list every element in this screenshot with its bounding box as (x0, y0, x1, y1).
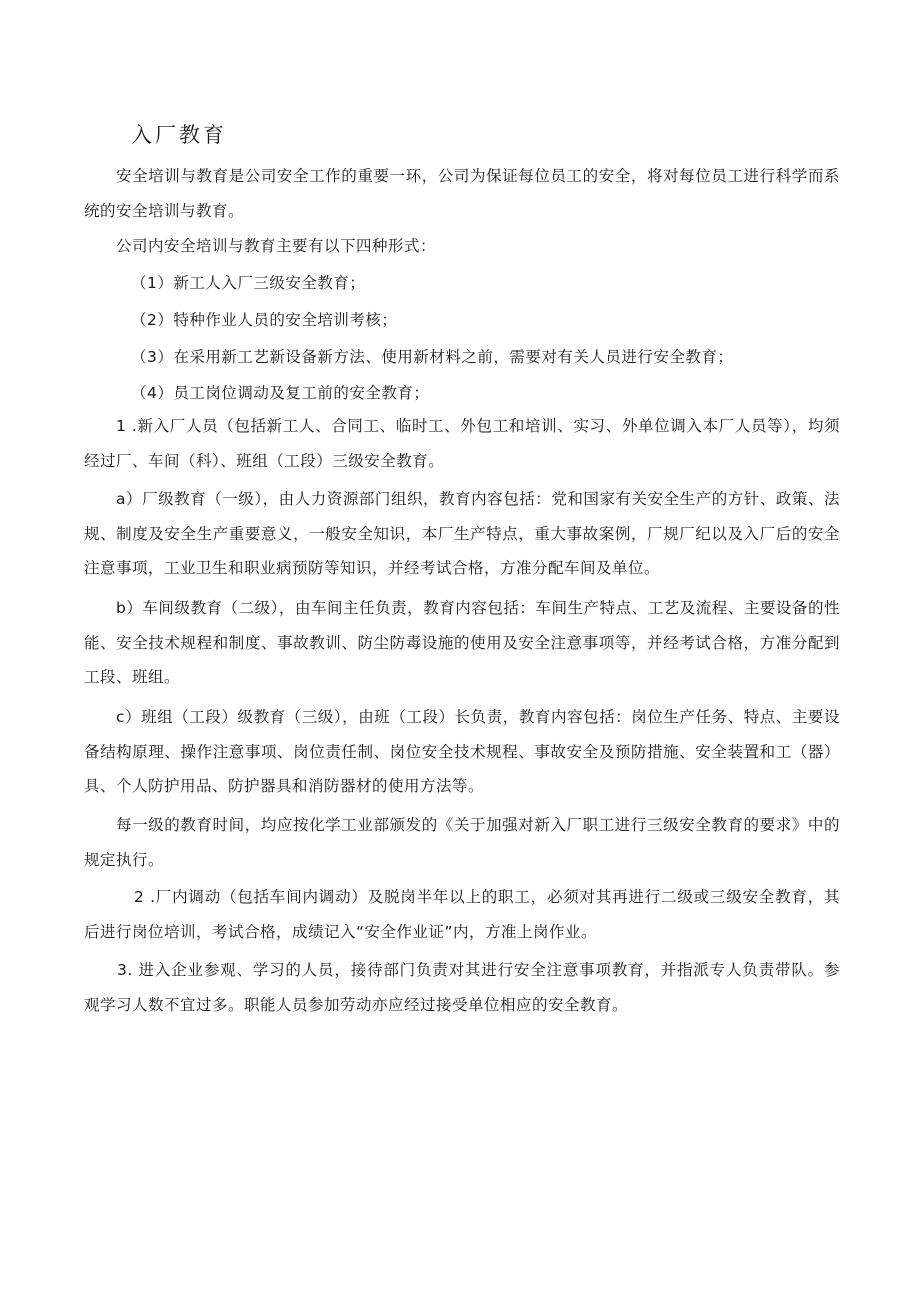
form-item-2: （2）特种作业人员的安全培训考核； (131, 311, 398, 329)
form-item-3: （3）在采用新工艺新设备新方法、使用新材料之前，需要对有关人员进行安全教育； (131, 348, 734, 366)
forms-intro-paragraph: 公司内安全培训与教育主要有以下四种形式： (116, 237, 437, 255)
section-3-paragraph: 3. 进入企业参观、学习的人员，接待部门负责对其进行安全注意事项教育，并指派专人负责带队。参观学习人数不宜过多。职能人员参加劳动亦应经过接受单位相应的安全教育。 (84, 961, 840, 1014)
time-rule-paragraph: 每一级的教育时间，均应按化学工业部颁发的《关于加强对新入厂职工进行三级安全教育的要求》中的规定执行。 (84, 816, 840, 869)
form-item-4: （4）员工岗位调动及复工前的安全教育； (131, 384, 430, 402)
level-b-paragraph: b）车间级教育（二级），由车间主任负责，教育内容包括：车间生产特点、工艺及流程、主要设备的性能、安全技术规程和制度、事故教训、防尘防毒设施的使用及安全注意事项等，并经考试合格，方准分配到工段、班组。 (84, 599, 840, 687)
level-a-paragraph: a）厂级教育（一级），由人力资源部门组织，教育内容包括：党和国家有关安全生产的方针、政策、法规、制度及安全生产重要意义，一般安全知识，本厂生产特点，重大事故案例，厂规厂纪以及入厂后的安全注意事项，工业卫生和职业病预防等知识，并经考试合格，方准分配车间及单位。 (84, 490, 840, 578)
document-title: 入厂教育 (131, 123, 227, 147)
intro-paragraph: 安全培训与教育是公司安全工作的重要一环，公司为保证每位员工的安全，将对每位员工进行科学而系统的安全培训与教育。 (84, 167, 840, 220)
form-item-1: （1）新工人入厂三级安全教育； (131, 274, 366, 292)
level-c-paragraph: c）班组（工段）级教育（三级），由班（工段）长负责，教育内容包括：岗位生产任务、特点、主要设备结构原理、操作注意事项、岗位责任制、岗位安全技术规程、事故安全及预防措施、安全装置和工（器）具、个人防护用品、防护器具和消防器材的使用方法等。 (84, 708, 840, 796)
section-2-paragraph: 2 .厂内调动（包括车间内调动）及脱岗半年以上的职工，必须对其再进行二级或三级安全教育，其后进行岗位培训，考试合格，成绩记入“安全作业证”内，方准上岗作业。 (84, 888, 841, 941)
section-1-paragraph: 1 .新入厂人员（包括新工人、合同工、临时工、外包工和培训、实习、外单位调入本厂人员等），均须经过厂、车间（科）、班组（工段）三级安全教育。 (84, 417, 840, 470)
